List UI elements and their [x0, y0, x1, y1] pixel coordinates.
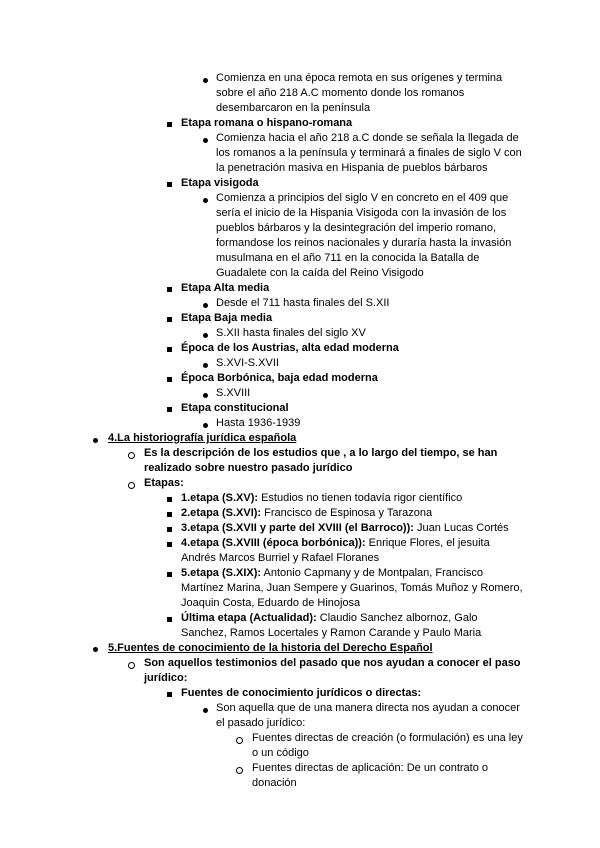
bullet-square — [167, 527, 172, 532]
bullet-square — [167, 512, 172, 517]
bullet-square — [167, 407, 172, 412]
bullet-square — [167, 572, 172, 577]
etapa-text: Martínez Marina, Juan Sempere y Guarinos, Tomás Muñoz y Romero, — [181, 582, 523, 594]
etapa-title: Etapa Baja media — [181, 312, 273, 324]
etapa-label: 4.etapa (S.XVIII (época borbónica)): — [181, 537, 366, 549]
bullet-square — [167, 317, 172, 322]
bullet-square — [167, 182, 172, 187]
list-item-text: S.XVIII — [216, 387, 251, 399]
etapa-title: Etapa visigoda — [181, 177, 259, 189]
section-heading: 5.Fuentes de conocimiento de la historia del Derecho Español — [108, 642, 433, 654]
bullet-dot — [203, 363, 208, 368]
etapas-label: Etapas: — [144, 477, 184, 489]
bullet-square — [167, 287, 172, 292]
bullet-square — [167, 542, 172, 547]
etapa-label: 5.etapa (S.XIX): — [181, 567, 262, 579]
list-item-text: Desde el 711 hasta finales del S.XII — [216, 297, 390, 309]
etapa-label: 2.etapa (S.XVI): — [181, 507, 262, 519]
list-item-text: los romanos a la península y terminará a finales de siglo V con — [216, 147, 522, 159]
bullet-dot — [203, 303, 208, 308]
etapa-text: Antonio Capmany y de Montpalan, Francisco — [261, 567, 484, 579]
etapa-title: Época Borbónica, baja edad moderna — [181, 372, 378, 384]
list-item-text: Fuentes directas de creación (o formulación) es una ley — [252, 732, 523, 744]
list-item-text: Guadalete con la caída del Reino Visigodo — [216, 267, 424, 279]
list-item-text: Comienza hacia el año 218 a.C donde se señala la llegada de — [216, 132, 519, 144]
etapa-item — [181, 491, 462, 506]
bullet-square — [167, 617, 172, 622]
list-item-text: o un código — [252, 747, 309, 759]
definition-text: Es la descripción de los estudios que , a lo largo del tiempo, se han — [144, 447, 498, 459]
bullet-dot — [203, 423, 208, 428]
bullet-dot — [203, 138, 208, 143]
bullet-dot — [203, 333, 208, 338]
etapa-title: Etapa Alta media — [181, 282, 270, 294]
bullet-dot — [203, 198, 208, 203]
subheading: Fuentes de conocimiento jurídicos o directas: — [181, 687, 422, 699]
bullet-dot — [93, 647, 98, 652]
etapa-text: Enrique Flores, el jesuita — [365, 537, 490, 549]
bullet-circle — [128, 662, 135, 669]
etapa-title: Etapa romana o hispano-romana — [181, 117, 353, 129]
etapa-item — [181, 536, 490, 551]
etapa-text: Estudios no tienen todavía rigor científico — [258, 492, 463, 504]
bullet-square — [167, 377, 172, 382]
list-item-text: donación — [252, 777, 297, 789]
list-item-text: formandose los reinos nacionales y duraría hasta la invasión — [216, 237, 512, 249]
list-item-text: el pasado jurídico: — [216, 717, 306, 729]
bullet-square — [167, 497, 172, 502]
etapa-text: Juan Lucas Cortés — [413, 522, 509, 534]
list-item-text: la penetración masiva en Hispania de pueblos bárbaros — [216, 162, 488, 174]
etapa-label: 1.etapa (S.XV): — [181, 492, 259, 504]
list-item-text: Fuentes directas de aplicación: De un contrato o — [252, 762, 489, 774]
etapa-text: Francisco de Espinosa y Tarazona — [261, 507, 433, 519]
bullet-square — [167, 122, 172, 127]
list-item-text: pueblos bárbaros y la desintegración del imperio romano, — [216, 222, 497, 234]
bullet-dot — [203, 708, 208, 713]
bullet-dot — [203, 78, 208, 83]
bullet-square — [167, 347, 172, 352]
etapa-text: Joaquin Costa, Eduardo de Hinojosa — [181, 597, 361, 609]
definition-text: jurídico: — [144, 672, 188, 684]
etapa-text: Andrés Marcos Burriel y Rafael Floranes — [181, 552, 380, 564]
etapa-title: Etapa constitucional — [181, 402, 289, 414]
definition-text: Son aquellos testimonios del pasado que nos ayudan a conocer el paso — [144, 657, 521, 669]
etapa-label: 3.etapa (S.XVII y parte del XVIII (el Barroco)): — [181, 522, 414, 534]
etapa-text: Sanchez, Ramos Locertales y Ramon Carande y Paulo Maria — [181, 627, 482, 639]
etapa-item — [181, 521, 509, 536]
bullet-square — [167, 692, 172, 697]
bullet-circle — [236, 767, 243, 774]
etapa-title: Época de los Austrias, alta edad moderna — [181, 342, 399, 354]
list-item-text: sería el inicio de la Hispania Visigoda con la invasión de los — [216, 207, 507, 219]
list-item-text: desembarcaron en la península — [216, 102, 371, 114]
list-item-text: sobre el año 218 A.C momento donde los romanos — [216, 87, 465, 99]
list-item-text: S.XII hasta finales del siglo XV — [216, 327, 366, 339]
bullet-dot — [203, 393, 208, 398]
list-item-text: Comienza a principios del siglo V en concreto en el 409 que — [216, 192, 509, 204]
list-item-text: Son aquella que de una manera directa nos ayudan a conocer — [216, 702, 520, 714]
list-item-text: Comienza en una época remota en sus orígenes y termina — [216, 72, 503, 84]
list-item-text: musulmana en el año 711 en la conocida la Batalla de — [216, 252, 480, 264]
etapa-text: Claudio Sanchez albornoz, Galo — [316, 612, 478, 624]
etapa-label: Última etapa (Actualidad): — [181, 612, 317, 624]
bullet-circle — [128, 452, 135, 459]
definition-text: realizado sobre nuestro pasado jurídico — [144, 462, 353, 474]
list-item-text: Hasta 1936-1939 — [216, 417, 301, 429]
etapa-item — [181, 506, 432, 521]
list-item-text: S.XVI-S.XVII — [216, 357, 279, 369]
etapa-item — [181, 566, 483, 581]
bullet-circle — [236, 737, 243, 744]
bullet-circle — [128, 482, 135, 489]
etapa-item — [181, 611, 478, 626]
section-heading: 4.La historiografía jurídica española — [108, 432, 297, 444]
bullet-dot — [93, 438, 98, 443]
